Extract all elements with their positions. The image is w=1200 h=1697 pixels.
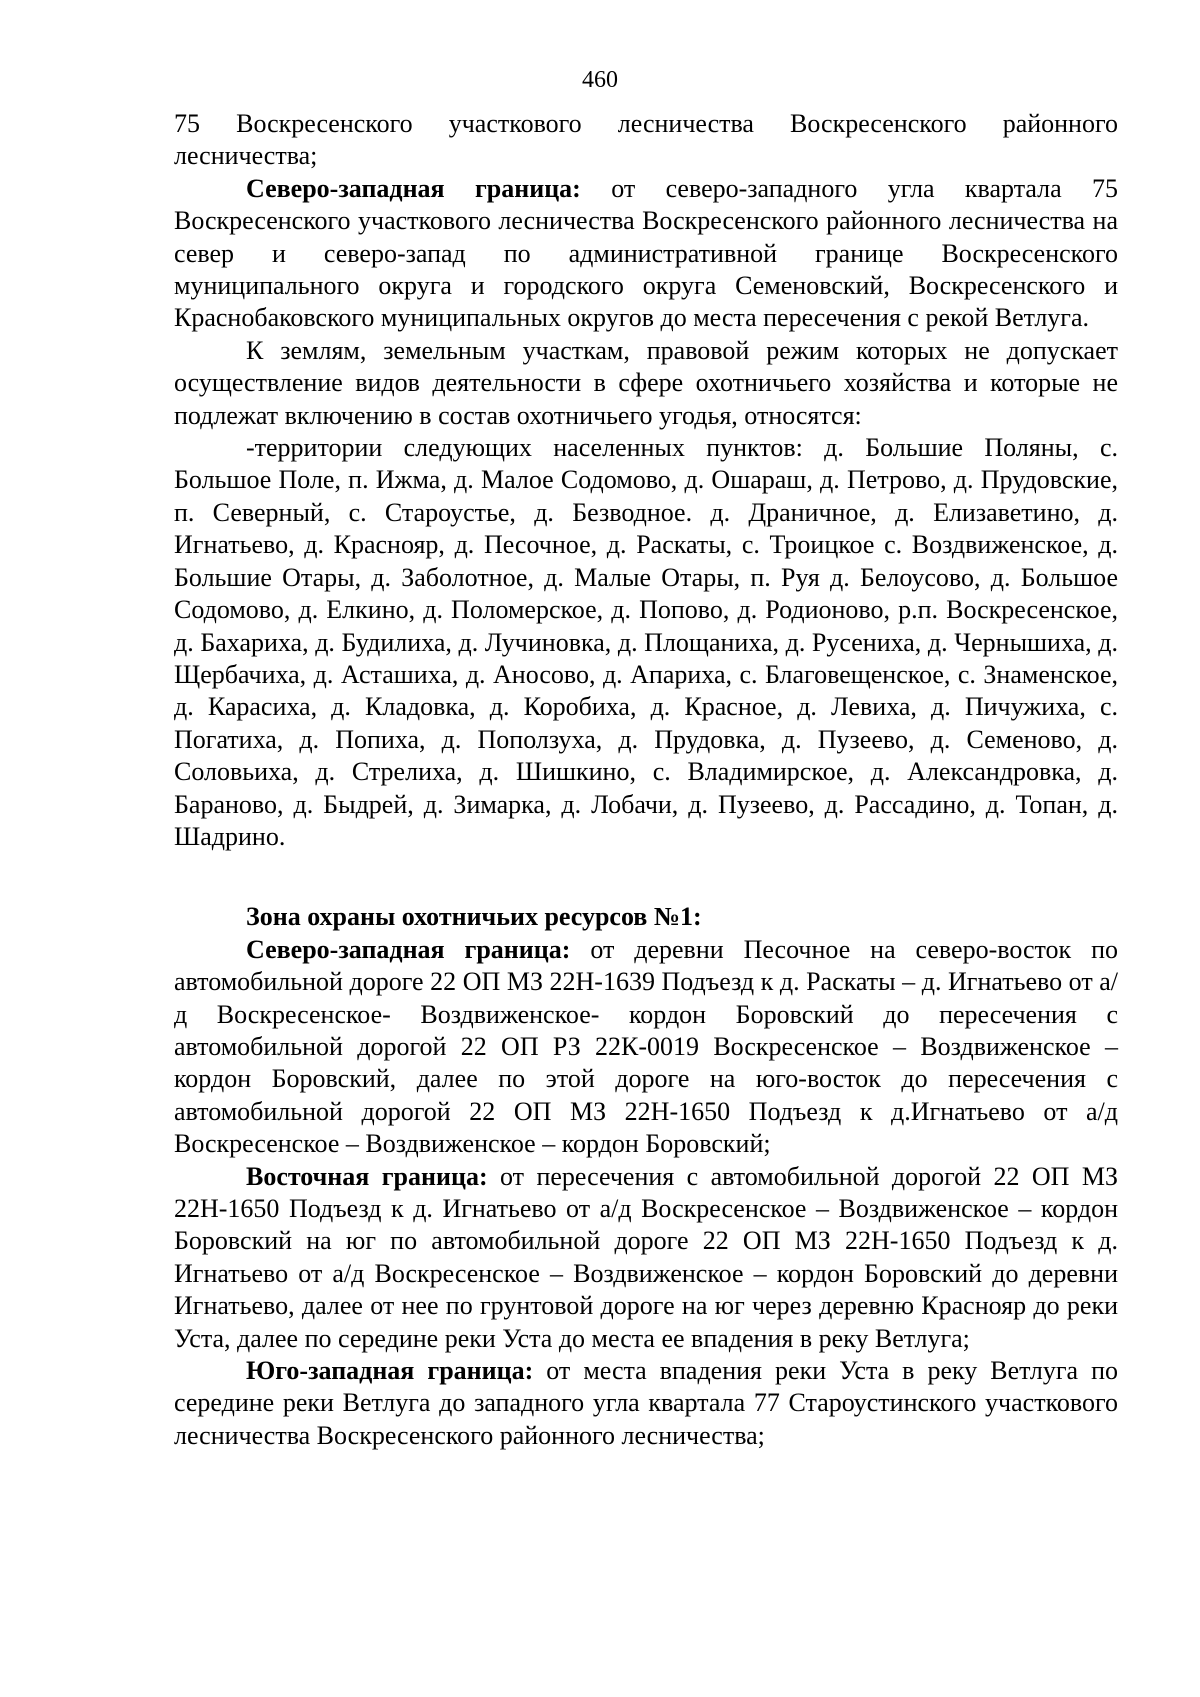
- page-number: 460: [582, 67, 618, 93]
- paragraph-zone-east-border: [174, 1161, 1118, 1355]
- text-northwest-border: от северо-западного угла квартала 75 Воскресенского участкового лесничества Воскресенского районного лесничества на север и северо-запад по административной границе Воскресенского муниципального округа и городского округа Семеновский, Воскресенского и Краснобаковского муниципальных округов до места пересечения с рекой Ветлуга.: [174, 173, 1119, 333]
- paragraph-zone-southwest-border: [174, 1355, 1118, 1452]
- document-body: [174, 108, 1118, 1452]
- zone-heading-text: Зона охраны охотничьих ресурсов №1:: [246, 902, 702, 932]
- paragraph-northwest-border: [174, 173, 1118, 335]
- heading-zone-northwest-border: Северо-западная граница:: [246, 934, 571, 964]
- paragraph-zone-northwest-border: [174, 934, 1118, 1161]
- heading-northwest-border: Северо-западная граница:: [246, 173, 581, 203]
- heading-zone-east-border: Восточная граница:: [246, 1161, 488, 1191]
- text-zone-northwest-border: от деревни Песочное на северо-восток по автомобильной дороге 22 ОП МЗ 22Н-1639 Подъезд к д. Раскаты – д. Игнатьево от а/д Воскресенское- Воздвиженское- кордон Боровский до пересечения с автомобильной дорогой 22 ОП РЗ 22К-0019 Воскресенское – Воздвиженское – кордон Боровский, далее по этой дороге на юго-восток до пересечения с автомобильной дорогой 22 ОП МЗ 22Н-1650 Подъезд к д.Игнатьево от а/д Воскресенское – Воздвиженское – кордон Боровский;: [174, 934, 1119, 1159]
- paragraph-continuation: 75 Воскресенского участкового лесничества Воскресенского районного лесничества;: [174, 109, 1118, 171]
- paragraph-land-restrictions: К землям, земельным участкам, правовой режим которых не допускает осуществление видов деятельности в сфере охотничьего хозяйства и которые не подлежат включению в состав охотничьего угодья, относятся:: [174, 335, 1118, 430]
- heading-zone-southwest-border: Юго-западная граница:: [246, 1356, 534, 1386]
- paragraph-settlements-list: -территории следующих населенных пунктов: д. Большие Поляны, с. Большое Поле, п. Ижма, д. Малое Содомово, д. Ошараш, д. Петрово, д. Прудовские, п. Северный, с. Староустье, д. Безводное. д. Драничное, д. Елизаветино, д. Игнатьево, д. Краснояр, д. Песочное, д. Раскаты, с. Троицкое с. Воздвиженское, д. Большие Отары, д. Заболотное, д. Малые Отары, п. Руя д. Белоусово, д. Большое Содомово, д. Елкино, д. Поломерское, д. Попово, д. Родионово, р.п. Воскресенское, д. Бахариха, д. Будилиха, д. Лучиновка, д. Площаниха, д. Русениха, д. Чернышиха, д. Щербачиха, д. Асташиха, д. Аносово, д. Апариха, с. Благовещенское, с. Знаменское, д. Карасиха, д. Кладовка, д. Коробиха, д. Красное, д. Левиха, д. Пичужиха, с. Погатиха, д. Попиха, д. Поползуха, д. Прудовка, д. Пузеево, д. Семеново, д. Соловьиха, д. Стрелиха, д. Шишкино, с. Владимирское, д. Александровка, д. Бараново, д. Быдрей, д. Зимарка, д. Лобачи, д. Пузеево, д. Рассадино, д. Топан, д. Шадрино.: [174, 433, 1118, 851]
- zone-heading: [174, 901, 1118, 933]
- text-zone-east-border: от пересечения с автомобильной дорогой 22 ОП МЗ 22Н-1650 Подъезд к д. Игнатьево от а/д Воскресенское – Воздвиженское – кордон Боровский на юг по автомобильной дороге 22 ОП МЗ 22Н-1650 Подъезд к д. Игнатьево от а/д Воскресенское – Воздвиженское – кордон Боровский до деревни Игнатьево, далее от нее по грунтовой дороге на юг через деревню Краснояр до реки Уста, далее по середине реки Уста до места ее впадения в реку Ветлуга;: [174, 1161, 1118, 1353]
- text-zone-southwest-border: от места впадения реки Уста в реку Ветлуга по середине реки Ветлуга до западного угла квартала 77 Староустинского участкового лесничества Воскресенского районного лесничества;: [174, 1356, 1118, 1450]
- section-spacer: [174, 853, 1118, 901]
